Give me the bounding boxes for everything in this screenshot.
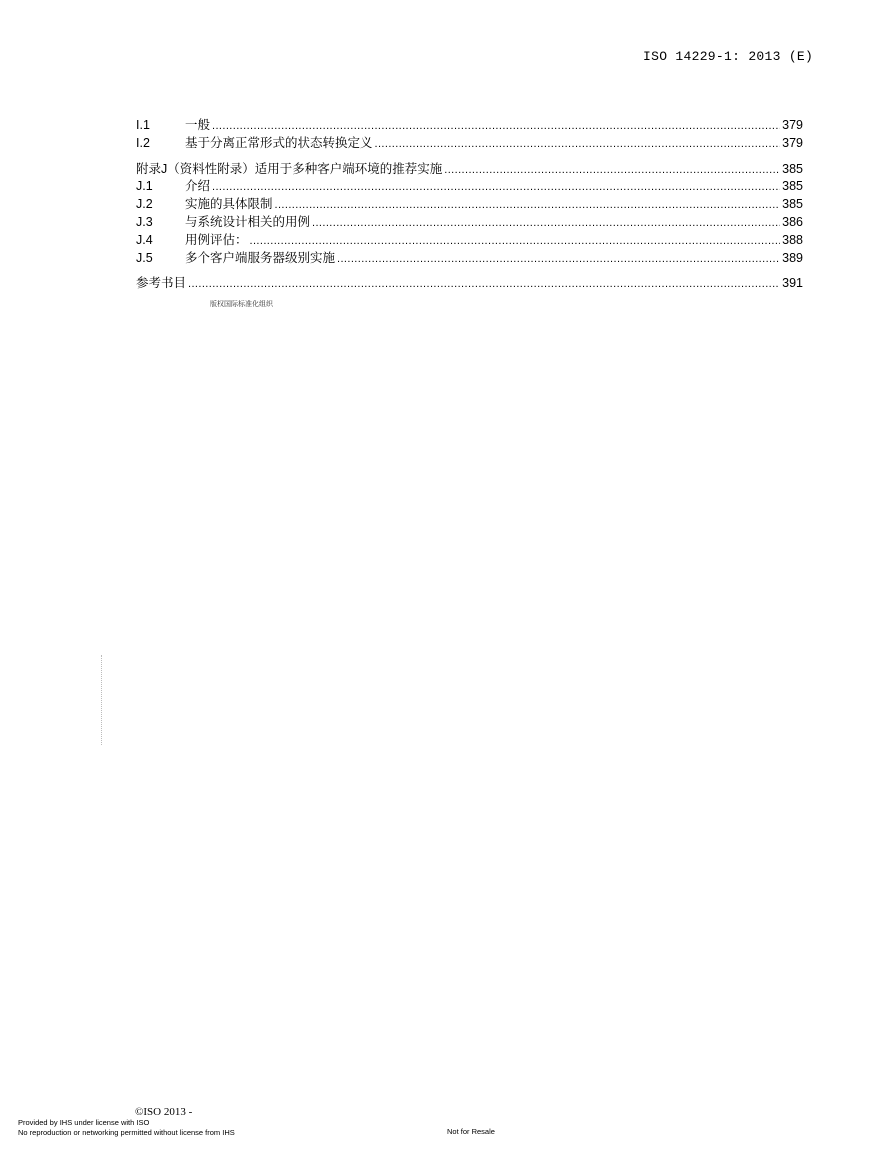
toc-entry-number: J.4 — [136, 232, 153, 247]
not-for-resale-text: Not for Resale — [447, 1127, 495, 1136]
toc-entry-number: J.5 — [136, 250, 153, 265]
document-id-header: ISO 14229-1: 2013 (E) — [643, 49, 814, 64]
toc-entry-title: 多个客户端服务器级别实施 — [185, 250, 336, 265]
margin-dotted-line — [101, 655, 106, 745]
license-footer — [18, 1118, 235, 1137]
toc-entry-title: 一般 — [185, 118, 211, 132]
toc-leader-dots — [250, 232, 781, 251]
toc-entry-page: 379 — [782, 135, 803, 150]
toc-entry-page: 385 — [782, 161, 803, 176]
toc-entry-number: J.3 — [136, 214, 153, 229]
toc-leader-dots — [275, 196, 781, 215]
toc-entry-title: 实施的具体限制 — [185, 197, 273, 212]
toc-entry-bibliography[interactable] — [136, 275, 803, 293]
toc-entry-j1[interactable] — [136, 178, 803, 196]
toc-leader-dots — [375, 135, 781, 154]
provided-by-text: Provided by IHS under license with ISO — [18, 1118, 150, 1127]
toc-leader-dots — [212, 117, 780, 136]
toc-entry-j5[interactable] — [136, 250, 803, 268]
copyright-note: 版权国际标准化组织 — [210, 301, 273, 308]
toc-entry-page: 385 — [782, 179, 803, 194]
no-reproduction-text: No reproduction or networking permitted without license from IHS — [18, 1127, 235, 1137]
toc-entry-page: 379 — [782, 118, 803, 132]
toc-leader-dots — [444, 161, 780, 180]
table-of-contents — [136, 117, 803, 293]
toc-entry-j2[interactable] — [136, 196, 803, 214]
toc-entry-title: 用例评估： — [185, 232, 248, 247]
toc-entry-title: 介绍 — [185, 179, 211, 194]
toc-entry-i2[interactable] — [136, 135, 803, 153]
toc-entry-page: 391 — [782, 276, 803, 291]
toc-entry-title: 参考书目 — [136, 276, 187, 291]
toc-entry-number: I.2 — [136, 135, 150, 150]
toc-leader-dots — [188, 275, 780, 294]
toc-entry-number: J.2 — [136, 197, 153, 212]
toc-entry-number: J.1 — [136, 179, 153, 194]
toc-entry-number: I.1 — [136, 118, 150, 132]
toc-entry-title: 附录J（资料性附录）适用于多种客户端环境的推荐实施 — [136, 161, 443, 176]
copyright-line: ©ISO 2013 - — [135, 1106, 193, 1118]
toc-entry-page: 389 — [782, 250, 803, 265]
toc-leader-dots — [337, 250, 780, 269]
toc-entry-j3[interactable] — [136, 214, 803, 232]
toc-entry-title: 基于分离正常形式的状态转换定义 — [185, 135, 373, 150]
toc-leader-dots — [312, 214, 780, 233]
toc-leader-dots — [212, 178, 780, 197]
toc-entry-page: 385 — [782, 197, 803, 212]
toc-entry-page: 386 — [782, 214, 803, 229]
toc-entry-page: 388 — [782, 232, 803, 247]
toc-entry-i1[interactable] — [136, 117, 803, 135]
toc-entry-j4[interactable] — [136, 232, 803, 250]
toc-entry-annex-j[interactable] — [136, 161, 803, 179]
toc-entry-title: 与系统设计相关的用例 — [185, 214, 311, 229]
